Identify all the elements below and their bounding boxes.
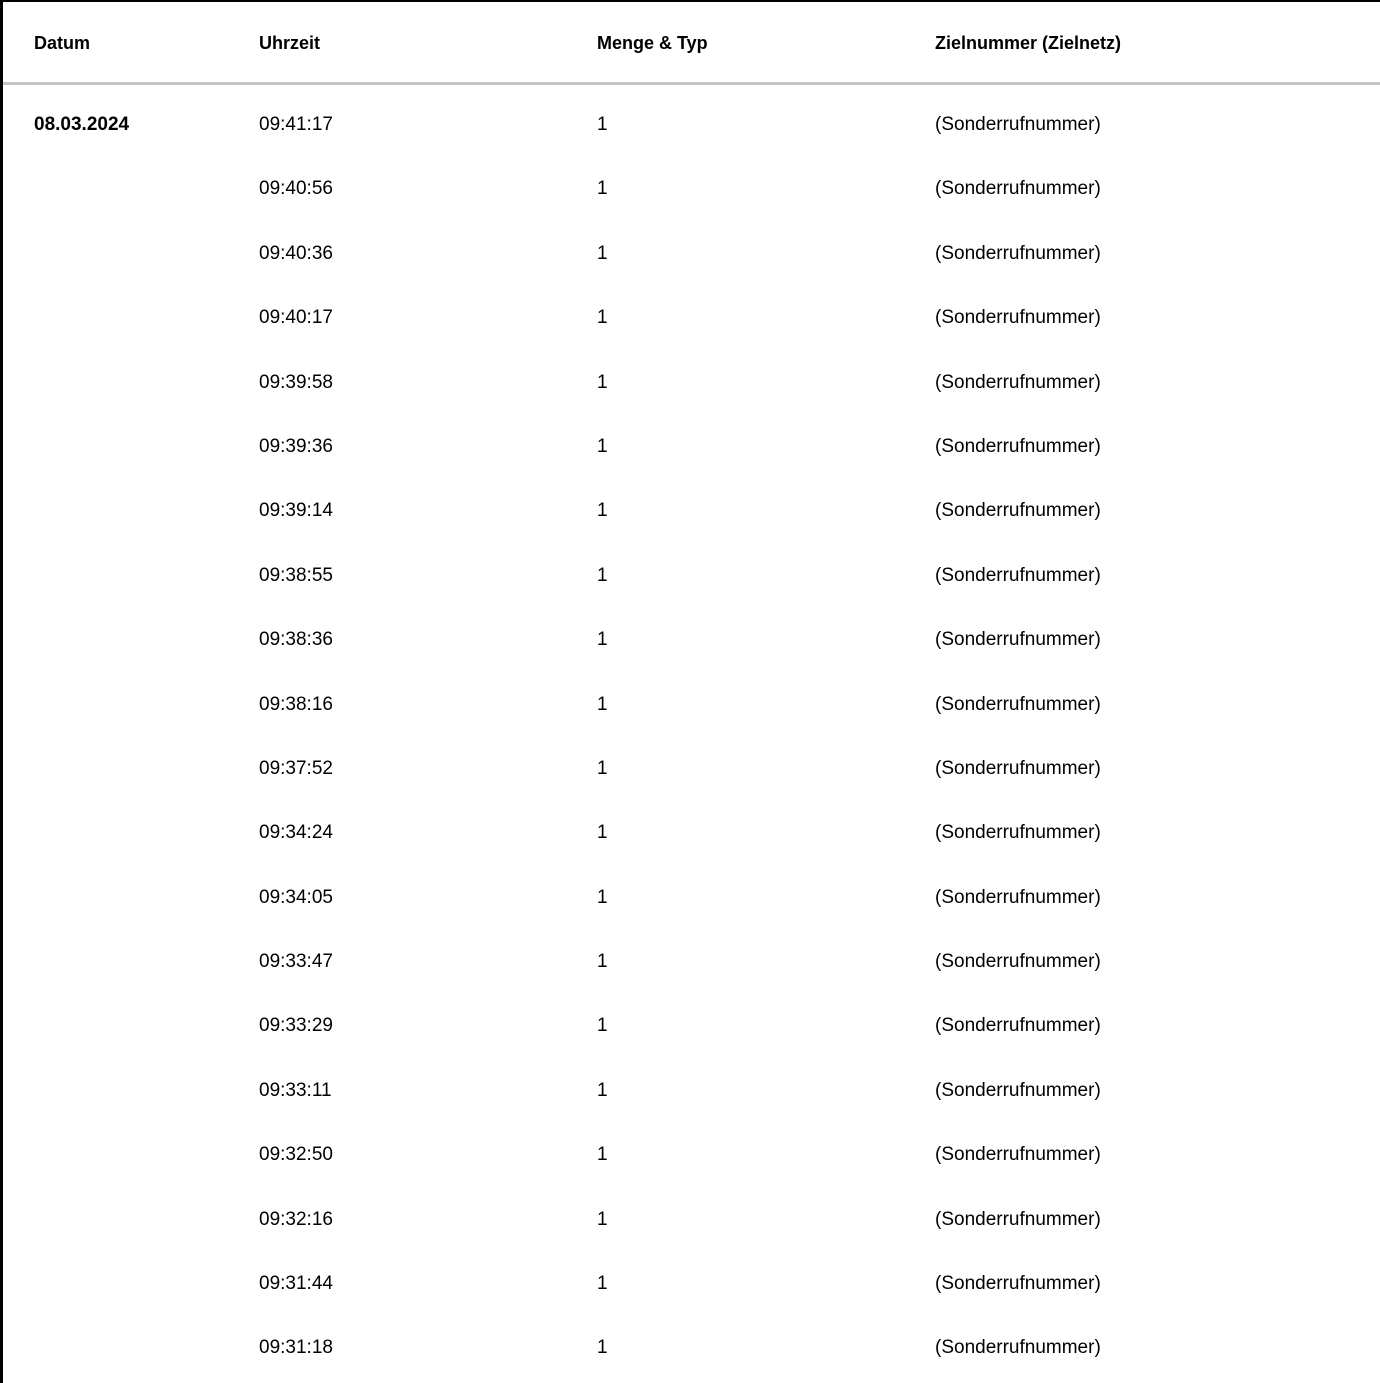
cell-time: 09:40:17	[259, 307, 333, 329]
cell-time: 09:39:14	[259, 500, 333, 522]
cell-destination: (Sonderrufnummer)	[935, 1273, 1101, 1295]
cell-quantity: 1	[597, 178, 608, 200]
table-row	[3, 214, 1380, 278]
cell-time: 09:38:55	[259, 564, 333, 586]
table-row	[3, 1180, 1380, 1244]
column-header-date: Datum	[34, 33, 91, 53]
cell-quantity: 1	[597, 757, 608, 779]
column-header-time: Uhrzeit	[259, 33, 321, 53]
cell-time: 09:39:58	[259, 371, 333, 393]
cell-quantity: 1	[597, 242, 608, 264]
cell-destination: (Sonderrufnummer)	[935, 757, 1101, 779]
cell-time: 09:37:52	[259, 757, 333, 779]
cell-quantity: 1	[597, 307, 608, 329]
table-row	[3, 1308, 1380, 1372]
cell-quantity: 1	[597, 500, 608, 522]
cell-time: 09:31:44	[259, 1273, 333, 1295]
cell-quantity: 1	[597, 564, 608, 586]
cell-destination: (Sonderrufnummer)	[935, 500, 1101, 522]
table-body	[3, 85, 1380, 1373]
cell-destination: (Sonderrufnummer)	[935, 1208, 1101, 1230]
cell-destination: (Sonderrufnummer)	[935, 1337, 1101, 1359]
cell-quantity: 1	[597, 1079, 608, 1101]
cell-destination: (Sonderrufnummer)	[935, 307, 1101, 329]
cell-time: 09:33:29	[259, 1015, 333, 1037]
table-row	[3, 858, 1380, 922]
cell-destination: (Sonderrufnummer)	[935, 822, 1101, 844]
cell-quantity: 1	[597, 1144, 608, 1166]
cell-quantity: 1	[597, 1208, 608, 1230]
cell-quantity: 1	[597, 435, 608, 457]
cell-destination: (Sonderrufnummer)	[935, 1144, 1101, 1166]
table-row	[3, 407, 1380, 471]
cell-destination: (Sonderrufnummer)	[935, 371, 1101, 393]
cell-time: 09:32:16	[259, 1208, 333, 1230]
cell-destination: (Sonderrufnummer)	[935, 886, 1101, 908]
cell-destination: (Sonderrufnummer)	[935, 951, 1101, 973]
cell-time: 09:33:11	[259, 1079, 332, 1101]
cell-quantity: 1	[597, 1337, 608, 1359]
table-row	[3, 600, 1380, 664]
cell-destination: (Sonderrufnummer)	[935, 629, 1101, 651]
cell-quantity: 1	[597, 886, 608, 908]
table-row	[3, 793, 1380, 857]
cell-time: 09:34:24	[259, 822, 333, 844]
cell-quantity: 1	[597, 822, 608, 844]
cell-time: 09:34:05	[259, 886, 333, 908]
table-header	[3, 2, 1380, 85]
cell-destination: (Sonderrufnummer)	[935, 564, 1101, 586]
cell-time: 09:40:36	[259, 242, 333, 264]
table-row	[3, 1051, 1380, 1115]
cell-time: 09:31:18	[259, 1337, 333, 1359]
cell-time: 09:38:36	[259, 629, 333, 651]
column-header-quantity-type: Menge & Typ	[597, 33, 708, 53]
table-row	[3, 149, 1380, 213]
cell-quantity: 1	[597, 1273, 608, 1295]
cell-destination: (Sonderrufnummer)	[935, 1015, 1101, 1037]
cell-quantity: 1	[597, 114, 608, 135]
cell-destination: (Sonderrufnummer)	[935, 242, 1101, 264]
table-row	[3, 729, 1380, 793]
cell-quantity: 1	[597, 371, 608, 393]
table-row	[3, 922, 1380, 986]
table-row	[3, 1115, 1380, 1179]
cell-quantity: 1	[597, 1015, 608, 1037]
table-row	[3, 343, 1380, 407]
cell-time: 09:41:17	[259, 114, 333, 135]
cell-destination: (Sonderrufnummer)	[935, 693, 1101, 715]
cell-quantity: 1	[597, 693, 608, 715]
table-row	[3, 665, 1380, 729]
cell-quantity: 1	[597, 951, 608, 973]
cell-destination: (Sonderrufnummer)	[935, 114, 1101, 135]
cell-destination: (Sonderrufnummer)	[935, 178, 1101, 200]
cell-destination: (Sonderrufnummer)	[935, 435, 1101, 457]
cell-date: 08.03.2024	[34, 114, 130, 135]
table-row	[3, 986, 1380, 1050]
table-row	[3, 278, 1380, 342]
table-row	[3, 471, 1380, 535]
table-row	[3, 1244, 1380, 1308]
table-row	[3, 85, 1380, 149]
cell-time: 09:40:56	[259, 178, 333, 200]
cell-quantity: 1	[597, 629, 608, 651]
cell-destination: (Sonderrufnummer)	[935, 1079, 1101, 1101]
cell-time: 09:39:36	[259, 435, 333, 457]
cell-time: 09:32:50	[259, 1144, 333, 1166]
cell-time: 09:33:47	[259, 951, 333, 973]
table-row	[3, 536, 1380, 600]
column-header-destination: Zielnummer (Zielnetz)	[935, 33, 1122, 53]
cell-time: 09:38:16	[259, 693, 333, 715]
